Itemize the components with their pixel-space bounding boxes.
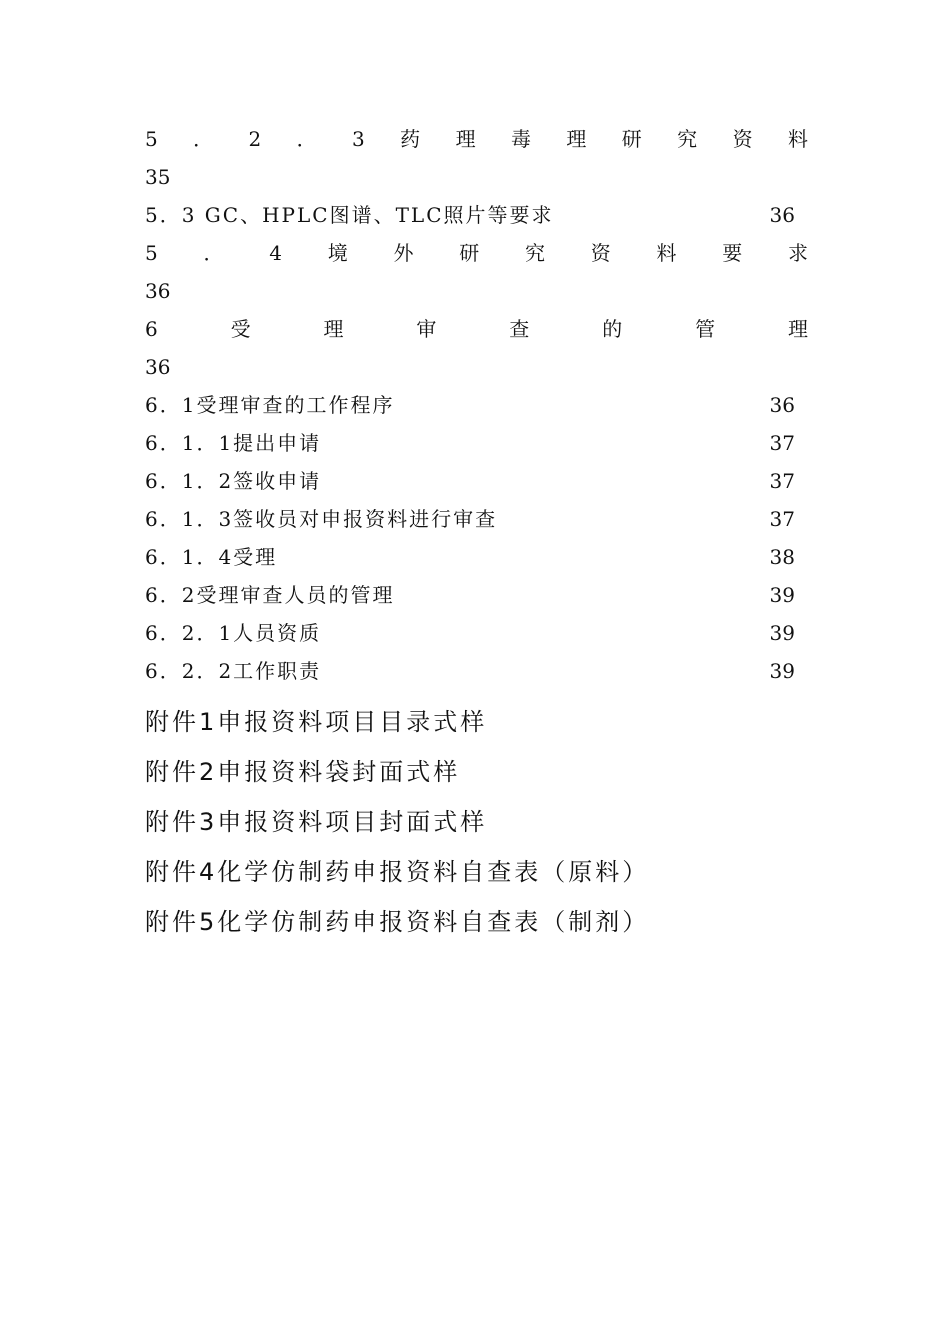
appendix-2[interactable]: 附件2申报资料袋封面式样	[145, 758, 461, 786]
toc-entry-label: 6受理审查的管理	[145, 317, 810, 341]
toc-entry-6-1-1[interactable]	[145, 424, 810, 462]
toc-entry-page: 36	[769, 203, 795, 227]
toc-entry-5-2-3[interactable]	[145, 120, 810, 158]
toc-entry-6-1-2[interactable]	[145, 462, 810, 500]
appendix-4[interactable]: 附件4化学仿制药申报资料自查表（原料）	[145, 858, 650, 886]
toc-entry-6-1-3[interactable]	[145, 500, 810, 538]
toc-entry-label: 6．1．2签收申请	[145, 469, 322, 493]
toc-entry-5-4[interactable]	[145, 234, 810, 272]
toc-entry-page: 39	[769, 659, 795, 683]
toc-entry-label: 6．1．3签收员对申报资料进行审查	[145, 507, 498, 531]
toc-entry-label: 5．3 GC、HPLC图谱、TLC照片等要求	[145, 203, 554, 227]
toc-entry-6-2[interactable]	[145, 576, 810, 614]
appendix-3[interactable]: 附件3申报资料项目封面式样	[145, 808, 488, 836]
toc-entry-page: 39	[769, 621, 795, 645]
toc-entry-page: 36	[145, 355, 171, 379]
appendix-5[interactable]: 附件5化学仿制药申报资料自查表（制剂）	[145, 908, 650, 936]
toc-entry-page: 36	[145, 279, 171, 303]
toc-entry-label: 6．2．1人员资质	[145, 621, 322, 645]
toc-entry-5-3[interactable]	[145, 196, 810, 234]
table-of-contents	[145, 120, 810, 690]
toc-entry-page: 38	[769, 545, 795, 569]
toc-entry-page: 37	[769, 431, 795, 455]
toc-entry-6-1-4[interactable]	[145, 538, 810, 576]
toc-entry-6[interactable]	[145, 310, 810, 348]
toc-entry-page: 37	[769, 507, 795, 531]
toc-entry-label: 6．2．2工作职责	[145, 659, 322, 683]
toc-entry-label: 6．1．4受理	[145, 545, 278, 569]
toc-entry-label: 5．2．3药理毒理研究资料	[145, 127, 810, 151]
toc-entry-label: 6．1受理审查的工作程序	[145, 393, 395, 417]
appendix-1[interactable]: 附件1申报资料项目目录式样	[145, 708, 488, 736]
toc-entry-label: 6．2受理审查人员的管理	[145, 583, 395, 607]
toc-entry-label: 6．1．1提出申请	[145, 431, 322, 455]
toc-entry-6-2-2[interactable]	[145, 652, 810, 690]
toc-entry-page: 37	[769, 469, 795, 493]
toc-entry-page: 39	[769, 583, 795, 607]
toc-entry-6-1[interactable]	[145, 386, 810, 424]
toc-entry-page: 35	[145, 165, 171, 189]
toc-entry-label: 5．4境外研究资料要求	[145, 241, 810, 265]
toc-entry-6-2-1[interactable]	[145, 614, 810, 652]
toc-entry-page: 36	[769, 393, 795, 417]
